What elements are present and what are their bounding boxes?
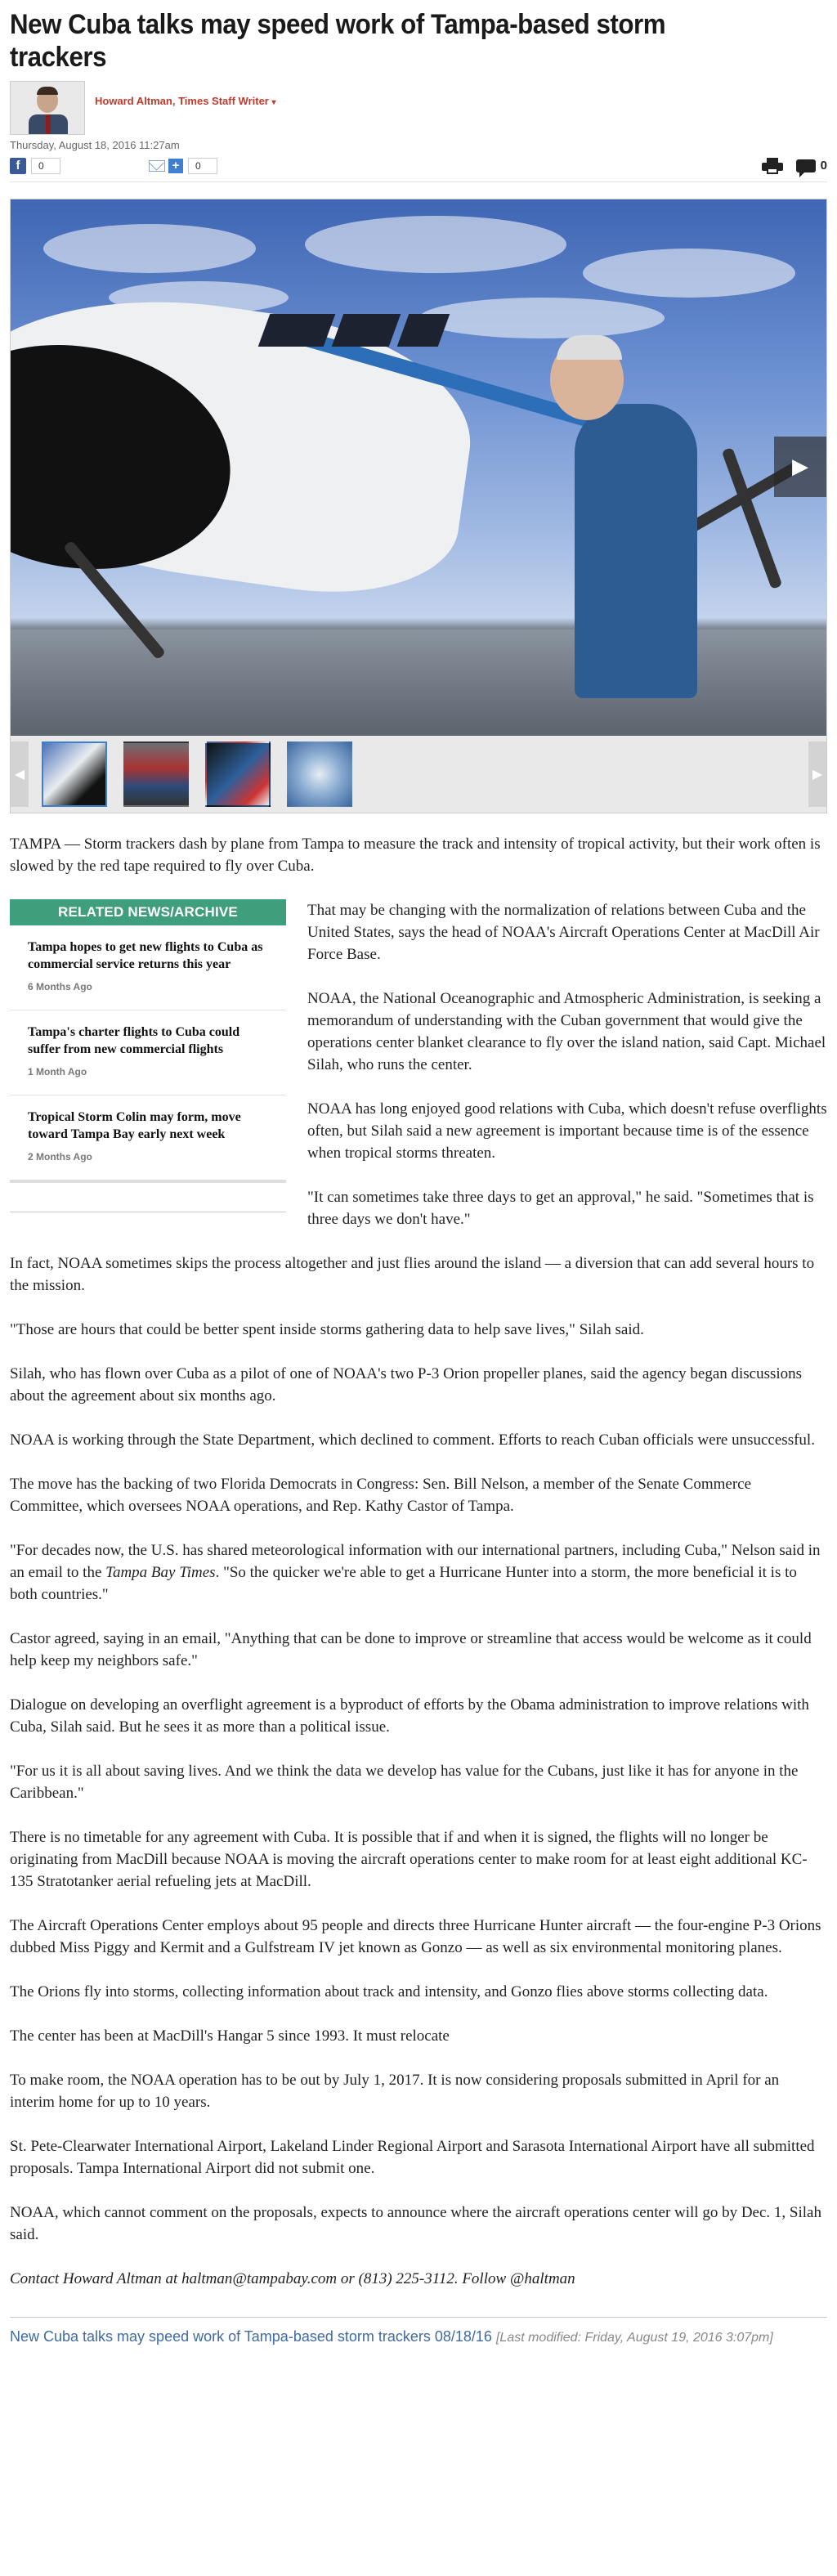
paragraph: Dialogue on developing an overflight agreement is a byproduct of efforts by the Obama administration to improve relations with Cuba, Silah said. But he sees it as more than a political issue. (10, 1696, 809, 1736)
related-age: 2 Months Ago (28, 1151, 92, 1163)
footer-title[interactable]: New Cuba talks may speed work of Tampa-based storm trackers 08/18/16 (10, 2328, 492, 2345)
thumbs-next-button[interactable]: ▶ (808, 741, 826, 807)
paragraph: To make room, the NOAA operation has to be out by July 1, 2017. It is now considering proposals submitted in April for an interim home for up to 10 years. (10, 2072, 780, 2111)
related-item[interactable] (10, 1095, 286, 1180)
related-title[interactable]: Tampa's charter flights to Cuba could suffer from new commercial flights (28, 1025, 240, 1056)
author-avatar[interactable] (10, 81, 85, 135)
gallery-main-photo[interactable] (11, 199, 826, 736)
paragraph: NOAA is working through the State Department, which declined to comment. Efforts to reach Cuban officials were unsuccessful. (10, 1431, 815, 1449)
paragraph: The move has the backing of two Florida Democrats in Congress: Sen. Bill Nelson, a member of the Senate Commerce Committee, which oversees NOAA operations, and Rep. Kathy Castor of Tampa. (10, 1476, 752, 1515)
related-title[interactable]: Tropical Storm Colin may form, move toward Tampa Bay early next week (28, 1110, 241, 1141)
article-footer (10, 2317, 827, 2349)
print-icon[interactable] (762, 158, 783, 174)
thumbs-prev-button[interactable]: ◀ (11, 741, 29, 807)
related-item[interactable] (10, 925, 286, 1010)
related-divider (10, 1183, 286, 1212)
article-body (10, 833, 827, 2312)
share-right (762, 158, 827, 174)
paragraph: Castor agreed, saying in an email, "Anything that can be done to improve or streamline that access would be welcome as it could help keep my neighbors safe." (10, 1630, 812, 1669)
addthis-plus-icon[interactable]: + (168, 159, 183, 173)
paragraph: TAMPA — Storm trackers dash by plane from Tampa to measure the track and intensity of tropical activity, but their work often is slowed by the red tape required to fly over Cuba. (10, 836, 821, 875)
related-item[interactable] (10, 1010, 286, 1095)
paragraph: NOAA, which cannot comment on the proposals, expects to announce where the aircraft operations center will go by Dec. 1, Silah said. (10, 2204, 821, 2243)
paragraph: "Those are hours that could be better spent inside storms gathering data to help save lives," Silah said. (10, 1321, 644, 1338)
author-name: Howard Altman, Times Staff Writer (95, 94, 269, 107)
paragraph: NOAA, the National Oceanographic and Atmospheric Administration, is seeking a memorandum of understanding with the Cuban government that would give the operations center blanket clearance to fly over the island nation, said Capt. Michael Silah, who runs the center. (307, 990, 826, 1073)
gallery-next-button[interactable]: ▶ (774, 437, 826, 497)
email-icon[interactable] (149, 160, 165, 172)
addthis-count: 0 (188, 158, 217, 174)
comment-count[interactable]: 0 (820, 159, 827, 172)
paragraph: Silah, who has flown over Cuba as a pilot of one of NOAA's two P-3 Orion propeller planes, said the agency began discussions about the agreement about six months ago. (10, 1365, 803, 1404)
quote-text: "For decades now, the U.S. has shared meteorological information with our international partners, including Cuba," Nelson said in an email to the (10, 1542, 821, 1581)
thumbnail-list (42, 741, 369, 807)
avatar-hair (37, 87, 58, 95)
paragraph: In fact, NOAA sometimes skips the process altogether and just flies around the island — a diversion that can add several hours to the mission. (10, 1255, 815, 1294)
paragraph: The Aircraft Operations Center employs about 95 people and directs three Hurricane Hunter aircraft — the four-engine P-3 Orions dubbed Miss Piggy and Kermit and a Gulfstream IV jet known as Gonzo — as well as six environmental monitoring planes. (10, 1917, 821, 1956)
paragraph: "For us it is all about saving lives. And we think the data we develop has value for the Cubans, just like it has for anyone in the Caribbean." (10, 1763, 799, 1802)
paragraph: NOAA has long enjoyed good relations with Cuba, which doesn't refuse overflights often, but Silah said a new agreement is important because time is of the essence when tropical storms threaten. (307, 1100, 827, 1162)
chevron-down-icon[interactable]: ▾ (271, 97, 276, 107)
dateline: Thursday, August 18, 2016 11:27am (10, 139, 180, 151)
paragraph: St. Pete-Clearwater International Airport, Lakeland Linder Regional Airport and Sarasota International Airport have all submitted proposals. Tampa International Airport did not submit one. (10, 2138, 815, 2177)
byline (10, 80, 827, 136)
photo-gallery (10, 199, 827, 813)
gallery-thumbnail[interactable] (287, 741, 352, 807)
related-heading: RELATED NEWS/ARCHIVE (10, 899, 286, 925)
facebook-icon[interactable]: f (10, 158, 26, 174)
paragraph: The center has been at MacDill's Hangar 5 since 1993. It must relocate (10, 2027, 450, 2045)
avatar-tie (46, 114, 51, 134)
paragraph (10, 1539, 827, 1606)
paragraph: That may be changing with the normalization of relations between Cuba and the United States, says the head of NOAA's Aircraft Operations Center at MacDill Air Force Base. (307, 902, 820, 963)
gallery-thumbnail[interactable] (205, 741, 271, 807)
gallery-thumbnail[interactable] (42, 741, 107, 807)
gallery-thumbnail-strip (11, 736, 826, 813)
author-link[interactable] (95, 95, 276, 107)
related-age: 6 Months Ago (28, 981, 92, 992)
facebook-count: 0 (31, 158, 60, 174)
quote-text: . "So the quicker we're able to get a Hurricane Hunter into a storm, the more beneficial it is to both countries." (10, 1564, 797, 1603)
paragraph: The Orions fly into storms, collecting information about track and intensity, and Gonzo flies above storms collecting data. (10, 1983, 768, 2000)
share-bar (10, 155, 827, 182)
headline: New Cuba talks may speed work of Tampa-based storm trackers (10, 9, 666, 73)
paragraph: "It can sometimes take three days to get an approval," he said. "Sometimes that is three days we don't have." (307, 1189, 814, 1228)
comment-icon[interactable] (796, 159, 816, 172)
contact-line: Contact Howard Altman at haltman@tampabay.com or (813) 225-3112. Follow @haltman (10, 2270, 575, 2287)
paragraph: There is no timetable for any agreement with Cuba. It is possible that if and when it is signed, the flights will no longer be originating from MacDill because NOAA is moving the aircraft operations center to make room for at least eight additional KC-135 Stratotanker aerial refueling jets at MacDill. (10, 1829, 808, 1890)
related-list (10, 925, 286, 1183)
related-age: 1 Month Ago (28, 1066, 87, 1077)
related-title[interactable]: Tampa hopes to get new flights to Cuba as commercial service returns this year (28, 940, 263, 971)
related-news-box (10, 899, 286, 1212)
publication-name: Tampa Bay Times (105, 1564, 216, 1581)
last-modified: [Last modified: Friday, August 19, 2016 3:07pm] (495, 2331, 773, 2345)
gallery-thumbnail[interactable] (123, 741, 189, 807)
